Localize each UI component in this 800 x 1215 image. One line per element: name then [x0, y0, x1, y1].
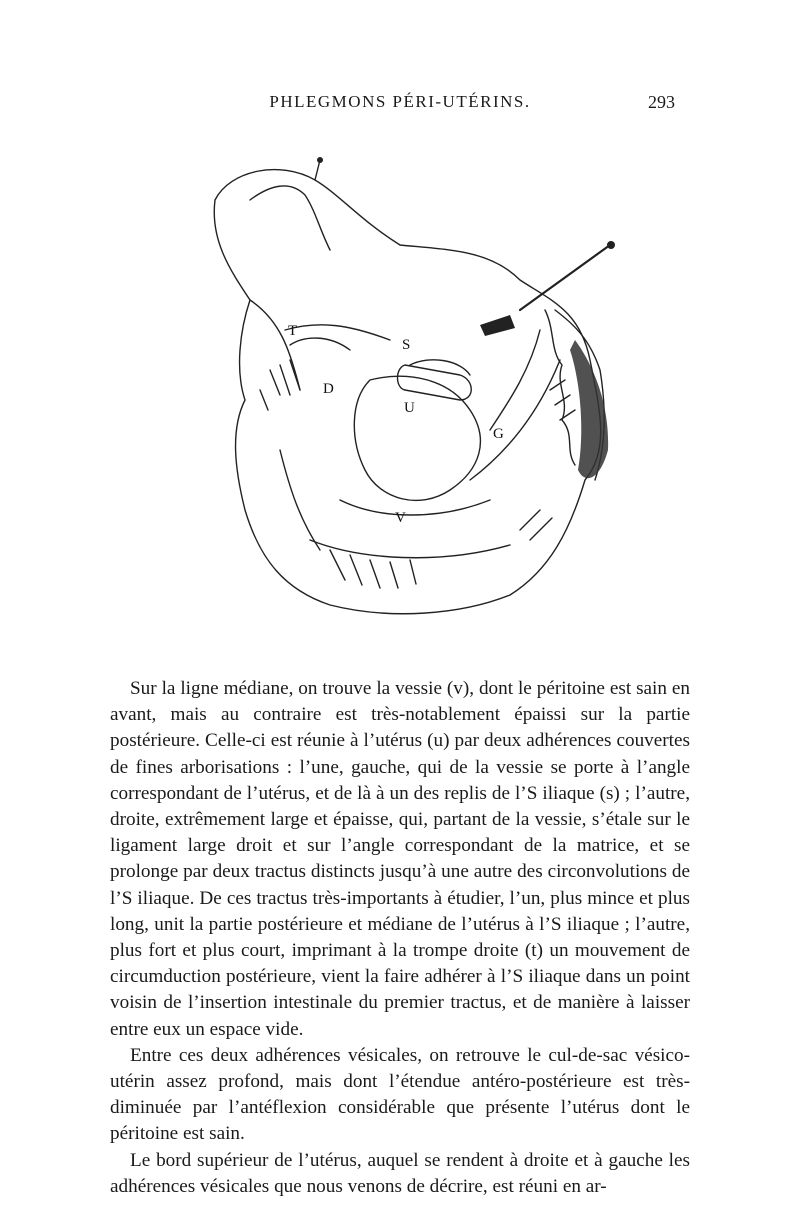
- frilled-edge: [545, 310, 575, 465]
- label-S: S: [402, 337, 411, 353]
- fold-line: [340, 500, 490, 515]
- fold-line: [470, 360, 560, 480]
- probe-line: [520, 245, 610, 310]
- label-V: V: [395, 510, 406, 526]
- page-number: 293: [648, 92, 675, 112]
- fold-line: [250, 300, 300, 390]
- fold-line: [280, 450, 320, 550]
- label-T: T: [288, 323, 298, 339]
- top-tissue: [250, 186, 330, 250]
- running-title: PHLEGMONS PÉRI-UTÉRINS.: [269, 92, 531, 111]
- fold-line: [310, 540, 510, 558]
- label-G: G: [493, 426, 504, 442]
- label-U: U: [404, 400, 415, 416]
- fold-line: [290, 338, 350, 350]
- probe-head: [607, 241, 615, 249]
- body-text: [110, 676, 690, 1200]
- paragraph: Sur la ligne médiane, on trouve la vessie (v), dont le péritoine est sain en avant, mais au contraire est très-notablement épaissi sur la partie postérieure. Celle-ci est réunie à l’utérus (u) par deux adhérences couvertes de fines arborisations : l’une, gauche, qui de la vessie se porte à l’angle correspondant de l’utérus, et de là à un des replis de l’S iliaque (s) ; l’autre, droite, extrêmement large et épaisse, qui, partant de la vessie, s’étale sur le ligament large droit et sur l’angle correspondant de la matrice, et se prolonge par deux tractus distincts jusqu’à une autre des circonvolutions de l’S iliaque. De ces tractus très-importants à étudier, l’un, plus mince et plus long, unit la partie postérieure et médiane de l’utérus à l’S iliaque ; l’autre, plus fort et plus court, imprimant à la trompe droite (t) un mouvement de circumduction postérieure, vient la faire adhérer à l’S iliaque dans un point voisin de l’insertion intestinale du premier tractus, et de manière à laisser entre eux un espace vide.: [110, 678, 690, 1040]
- paragraph: Entre ces deux adhérences vésicales, on retrouve le cul-de-sac vésico-utérin assez profond, mais dont l’étendue antéro-postérieure est très-diminuée par l’antéflexion considérable que présente l’utérus dont le péritoine est sain.: [110, 1044, 690, 1145]
- fold-line: [354, 376, 480, 500]
- label-D: D: [323, 381, 334, 397]
- fold-line: [285, 325, 390, 340]
- shaded-band: [480, 315, 515, 336]
- fold-line: [490, 330, 540, 430]
- pin-head: [317, 157, 323, 163]
- anatomical-illustration: [190, 150, 690, 650]
- page-header: [0, 92, 800, 120]
- outer-mass-outline: [214, 170, 600, 614]
- top-tissue: [315, 160, 320, 180]
- paragraph: Le bord supérieur de l’utérus, auquel se rendent à droite et à gauche les adhérences vésicales que nous venons de décrire, est réuni en ar-: [110, 1149, 690, 1197]
- hatching: [260, 360, 575, 588]
- dark-right-tissue: [570, 340, 608, 478]
- illustration-drawing: [190, 150, 690, 650]
